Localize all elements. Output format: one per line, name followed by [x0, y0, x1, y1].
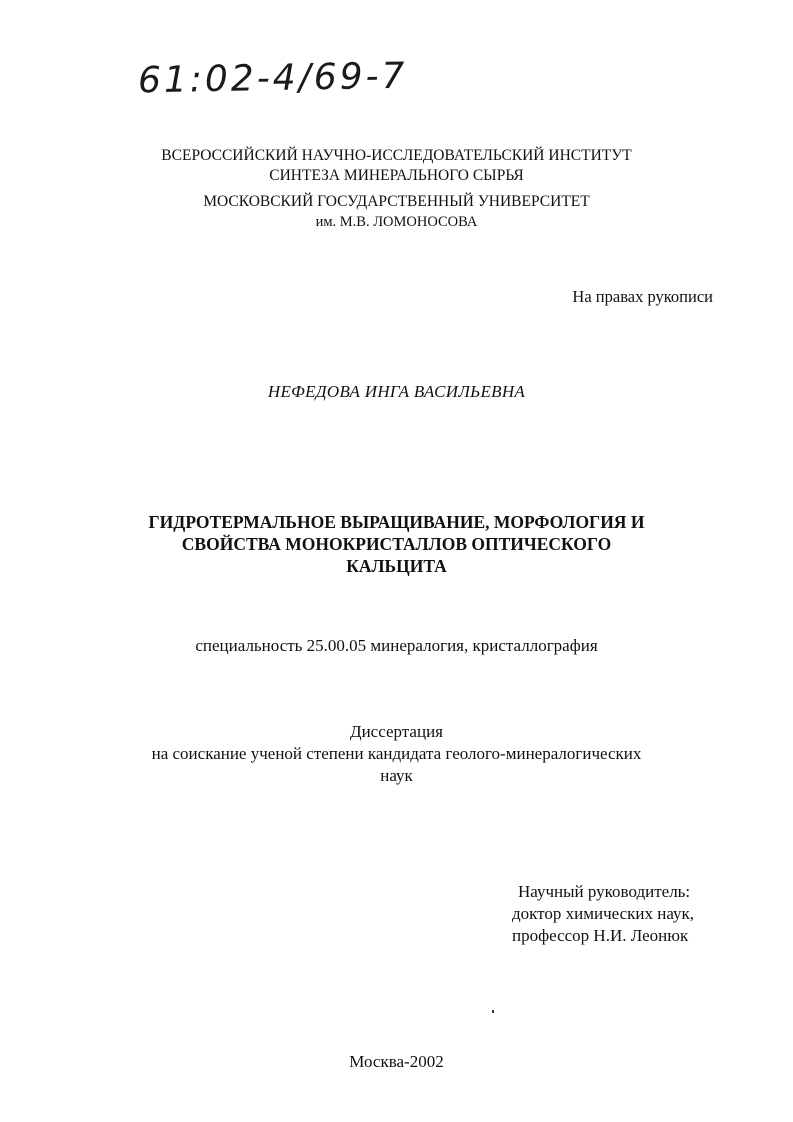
scan-speck: [492, 1010, 494, 1013]
thesis-title-line-1: ГИДРОТЕРМАЛЬНОЕ ВЫРАЩИВАНИЕ, МОРФОЛОГИЯ И: [148, 512, 645, 532]
advisor-heading: Научный руководитель:: [518, 882, 691, 901]
institution-line-3: МОСКОВСКИЙ ГОСУДАРСТВЕННЫЙ УНИВЕРСИТЕТ: [203, 193, 590, 210]
institution-line-4: им. М.В. ЛОМОНОСОВА: [315, 214, 478, 230]
thesis-title-line-2: СВОЙСТВА МОНОКРИСТАЛЛОВ ОПТИЧЕСКОГО: [181, 534, 612, 554]
advisor-name: профессор Н.И. Леонюк: [512, 926, 689, 945]
thesis-title-line-3: КАЛЬЦИТА: [346, 556, 447, 576]
specialty-line: специальность 25.00.05 минералогия, кристаллография: [195, 636, 598, 655]
degree-line: на соискание ученой степени кандидата геолого-минералогических: [151, 744, 642, 763]
handwritten-archive-number: 61:02-4/69-7: [137, 55, 408, 102]
institution-line-1: ВСЕРОССИЙСКИЙ НАУЧНО-ИССЛЕДОВАТЕЛЬСКИЙ ИНСТИТУТ: [161, 147, 632, 164]
advisor-degree: доктор химических наук,: [512, 904, 695, 923]
city-year: Москва-2002: [349, 1052, 444, 1071]
degree-line-continued: наук: [380, 766, 413, 785]
manuscript-rights-note: На правах рукописи: [572, 287, 713, 306]
institution-line-2: СИНТЕЗА МИНЕРАЛЬНОГО СЫРЬЯ: [269, 167, 524, 184]
author-name: НЕФЕДОВА ИНГА ВАСИЛЬЕВНА: [267, 382, 526, 401]
dissertation-label: Диссертация: [349, 722, 443, 741]
